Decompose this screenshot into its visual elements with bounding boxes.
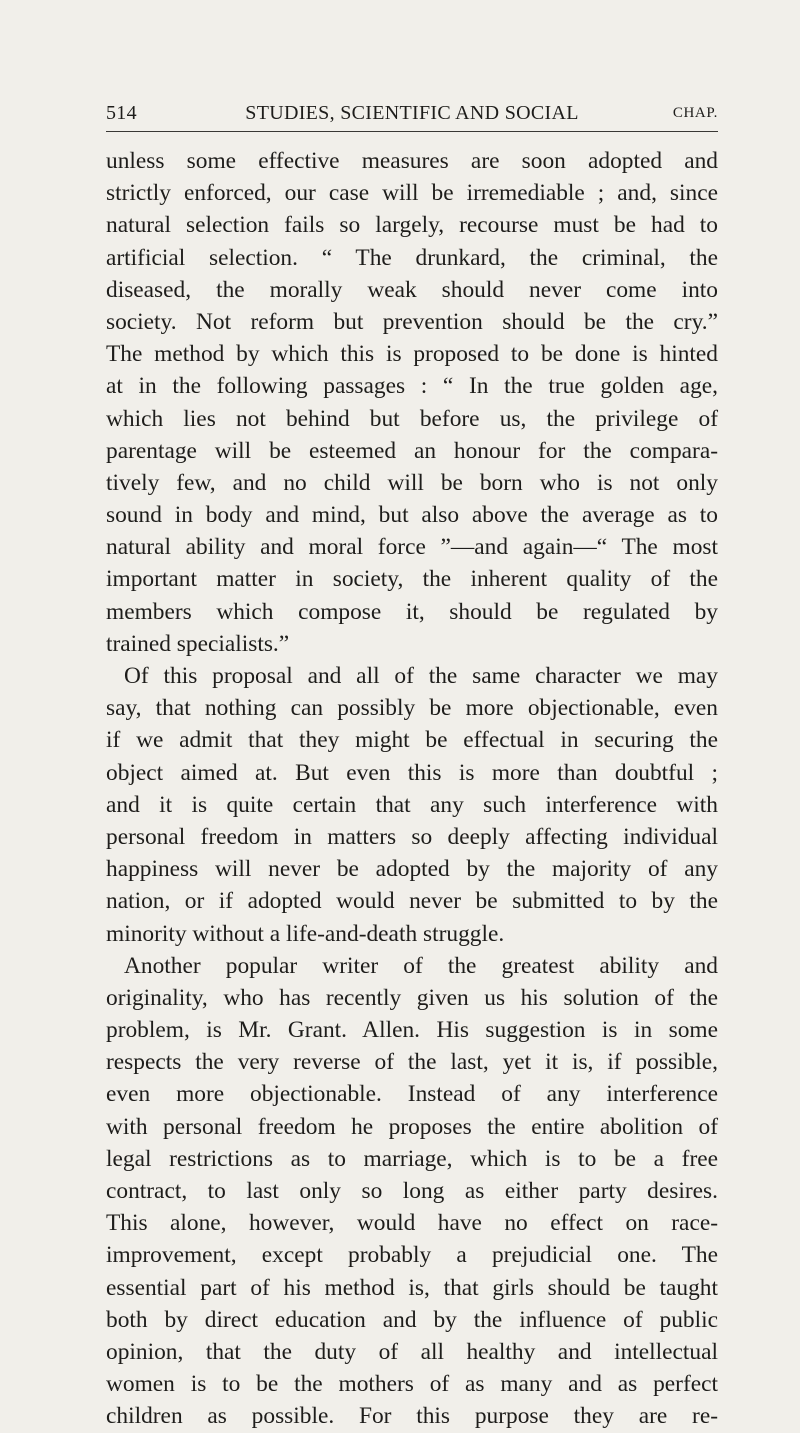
- text-line: essential part of his method is, that girls should be taught: [106, 1274, 718, 1301]
- text-line: if we admit that they might be effectual in securing the: [106, 727, 718, 754]
- text-line: important matter in society, the inherent quality of the: [106, 566, 718, 593]
- paragraph-end-line: trained specialists.”: [106, 630, 290, 657]
- text-line: personal freedom in matters so deeply affecting individual: [106, 823, 718, 850]
- text-line: and it is quite certain that any such interference with: [106, 791, 718, 818]
- text-line: object aimed at. But even this is more than doubtful ;: [106, 759, 718, 786]
- text-line: improvement, except probably a prejudicial one. The: [106, 1242, 718, 1269]
- text-line: unless some effective measures are soon adopted and: [106, 148, 718, 174]
- text-line: This alone, however, would have no effect on race-: [106, 1210, 718, 1237]
- running-title: STUDIES, SCIENTIFIC AND SOCIAL: [245, 102, 579, 124]
- text-line: society. Not reform but prevention should be the cry.”: [106, 308, 718, 335]
- text-line: natural selection fails so largely, recourse must be had to: [106, 212, 718, 239]
- text-line: at in the following passages : “ In the true golden age,: [106, 373, 718, 400]
- paragraph-end-line: minority without a life-and-death struggle.: [106, 920, 505, 947]
- text-line: sound in body and mind, but also above the average as to: [106, 502, 718, 529]
- header-rule: [106, 131, 718, 132]
- text-line: tively few, and no child will be born who is not only: [106, 469, 718, 496]
- text-line: The method by which this is proposed to be done is hinted: [106, 341, 718, 368]
- text-line: parentage will be esteemed an honour for the compara-: [106, 437, 718, 464]
- text-line: problem, is Mr. Grant. Allen. His suggestion is in some: [106, 1017, 718, 1044]
- text-line: opinion, that the duty of all healthy and intellectual: [106, 1338, 718, 1365]
- text-line: nation, or if adopted would never be submitted to by the: [106, 888, 718, 915]
- text-line: natural ability and moral force ”—and again—“ The most: [106, 534, 718, 561]
- text-line: women is to be the mothers of as many and as perfect: [106, 1371, 718, 1398]
- chapter-label: CHAP.: [672, 105, 718, 121]
- text-line: even more objectionable. Instead of any interference: [106, 1081, 718, 1108]
- text-line: say, that nothing can possibly be more objectionable, even: [106, 695, 718, 722]
- text-line: strictly enforced, our case will be irremediable ; and, since: [106, 180, 718, 207]
- text-line: respects the very reverse of the last, yet it is, if possible,: [106, 1049, 718, 1076]
- text-line: members which compose it, should be regulated by: [106, 598, 718, 625]
- text-line: with personal freedom he proposes the entire abolition of: [106, 1113, 718, 1140]
- text-line: which lies not behind but before us, the privilege of: [106, 405, 718, 432]
- text-line: contract, to last only so long as either party desires.: [106, 1178, 718, 1204]
- page-number: 514: [106, 102, 137, 124]
- paragraph-start-line: Of this proposal and all of the same character we may: [124, 663, 718, 689]
- text-line: diseased, the morally weak should never come into: [106, 276, 718, 303]
- text-line: both by direct education and by the influence of public: [106, 1306, 718, 1333]
- body-text: [106, 145, 718, 1433]
- text-line: originality, who has recently given us his solution of the: [106, 984, 718, 1011]
- running-header: [106, 99, 718, 133]
- paragraph-start-line: Another popular writer of the greatest ability and: [124, 952, 718, 979]
- text-line: artificial selection. “ The drunkard, the criminal, the: [106, 244, 718, 271]
- text-line: happiness will never be adopted by the majority of any: [106, 856, 718, 883]
- text-line: legal restrictions as to marriage, which is to be a free: [106, 1145, 718, 1172]
- text-line: children as possible. For this purpose they are re-: [106, 1403, 718, 1430]
